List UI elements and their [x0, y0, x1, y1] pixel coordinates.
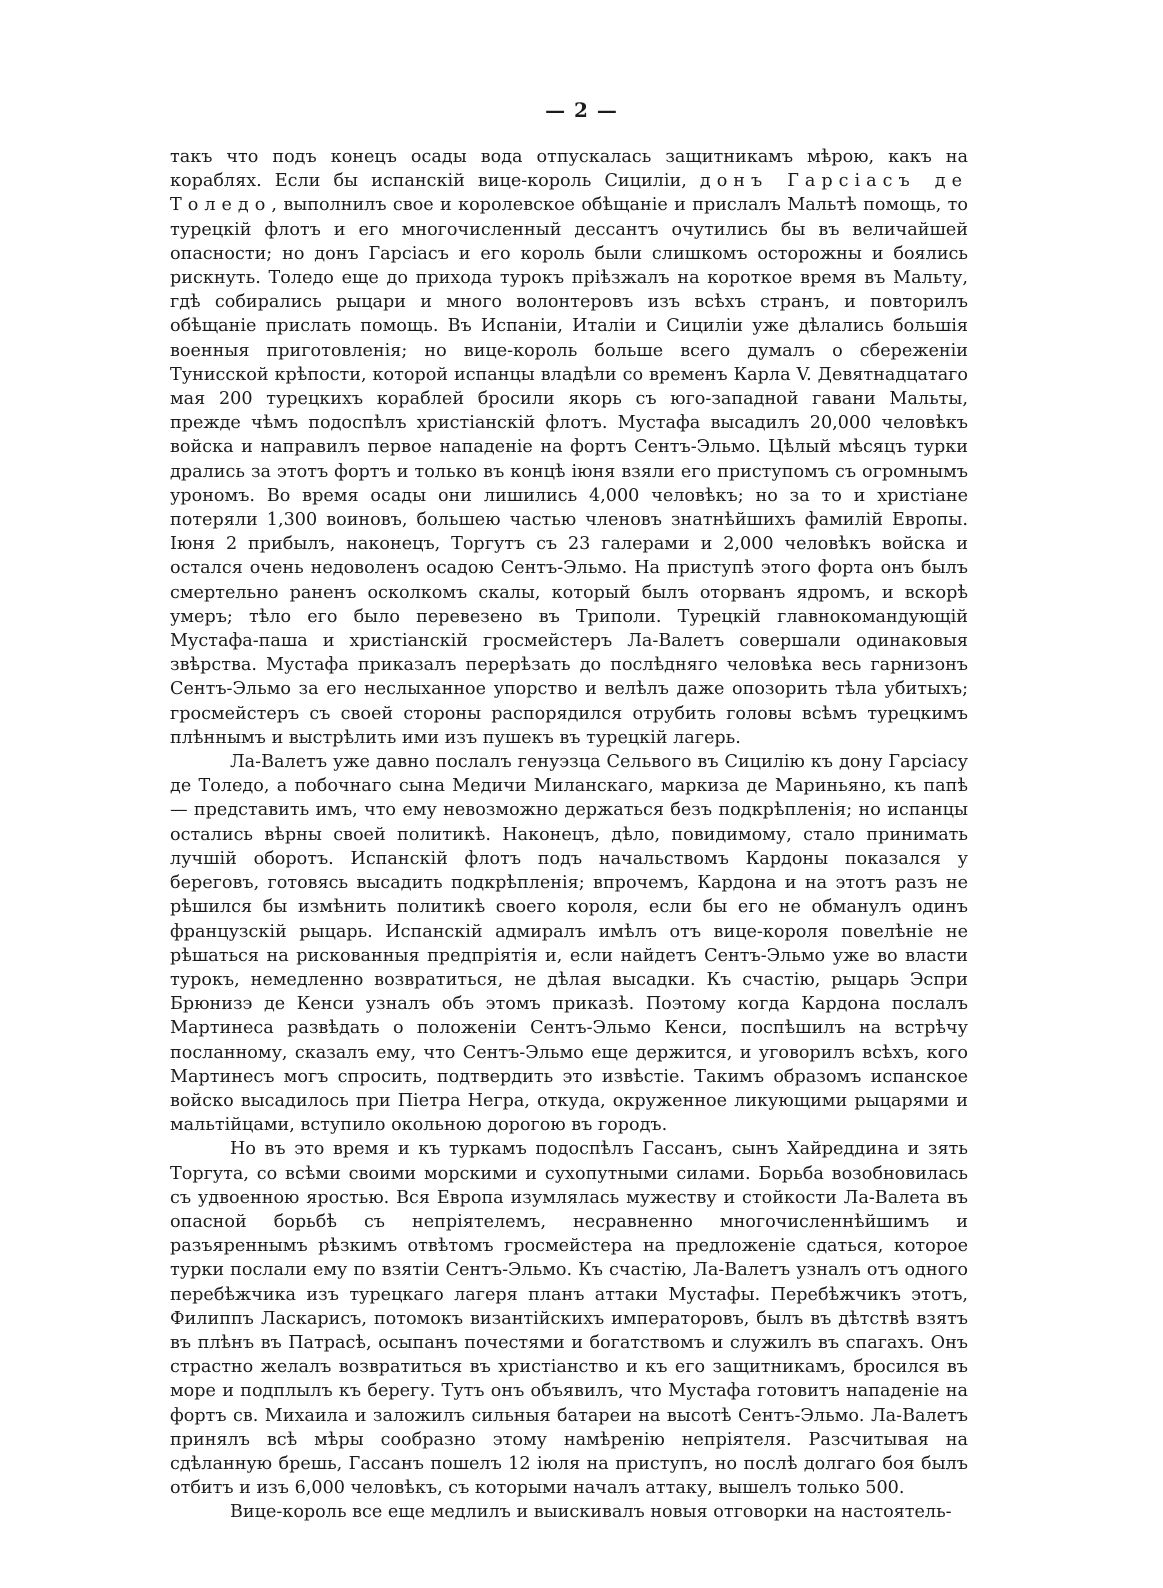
body-text [170, 145, 968, 1525]
spaced-name-text: донъ Гарсіасъ де Толедо [170, 171, 968, 216]
paragraph-text: Ла-Валетъ уже давно послалъ генуэзца Сельвого въ Сицилію къ дону Гарсіасу де Толедо, а побочнаго сына Медичи Миланскаго, маркиза де Мариньяно, къ папѣ — представить имъ, что ему невозможно держаться безъ подкрѣпленія; но испанцы остались вѣрны своей политикѣ. Наконецъ, дѣло, повидимому, стало принимать лучшій оборотъ. Испанскій флотъ подъ начальствомъ Кардоны показался у береговъ, готовясь высадить подкрѣпленія; впрочемъ, Кардона и на этотъ разъ не рѣшился бы измѣнить политикѣ своего короля, если бы его не обманулъ одинъ французскій рыцарь. Испанскій адмиралъ имѣлъ отъ вице-короля повелѣніе не рѣшаться на рискованныя предпріятія и, если найдетъ Сентъ-Эльмо уже во власти турокъ, немедленно возвратиться, не дѣлая высадки. Къ счастію, рыцарь Эспри Брюнизэ де Кенси узналъ объ этомъ приказѣ. Поэтому когда Кардона послалъ Мартинеса развѣдать о положеніи Сентъ-Эльмо Кенси, поспѣшилъ на встрѣчу посланному, сказалъ ему, что Сентъ-Эльмо еще держится, и уговорилъ всѣхъ, кого Мартинесъ могъ спросить, подтвердить это извѣстіе. Такимъ образомъ испанское войско высадилось при Піетра Негра, откуда, окруженное ликующими рыцарями и мальтійцами, вступило окольною дорогою въ городъ. [170, 752, 968, 1136]
paragraph [170, 1500, 968, 1524]
paragraph-text: , выполнилъ свое и королевское обѣщаніе и прислалъ Мальтѣ помощь, то турецкій флотъ и его многочисленный дессантъ очутились бы въ величайшей опасности; но донъ Гарсіасъ и его король были слишкомъ осторожны и боялись рискнуть. Толедо еще до прихода турокъ пріѣзжалъ на короткое время въ Мальту, гдѣ собирались рыцари и много волонтеровъ изъ всѣхъ странъ, и повторилъ обѣщаніе прислать помощь. Въ Испаніи, Италіи и Сициліи уже дѣлались большія военныя приготовленія; но вице-король больше всего думалъ о сбереженіи Тунисской крѣпости, которой испанцы владѣли со временъ Карла V. Девятнадцатаго мая 200 турецкихъ кораблей бросили якорь съ юго-западной гавани Мальты, прежде чѣмъ подоспѣлъ христіанскій флотъ. Мустафа высадилъ 20,000 человѣкъ войска и направилъ первое нападеніе на фортъ Сентъ-Эльмо. Цѣлый мѣсяцъ турки дрались за этотъ фортъ и только въ концѣ іюня взяли его приступомъ съ огромнымъ урономъ. Во время осады они лишились 4,000 человѣкъ; но за то и христіане потеряли 1,300 воиновъ, большею частью членовъ знатнѣйшихъ фамилій Европы. Іюня 2 прибылъ, наконецъ, Торгутъ съ 23 галерами и 2,000 человѣкъ войска и остался очень недоволенъ осадою Сентъ-Эльмо. На приступѣ этого форта онъ былъ смертельно раненъ осколкомъ скалы, который былъ оторванъ ядромъ, и вскорѣ умеръ; тѣло его было перевезено въ Триполи. Турецкій главнокомандующій Мустафа-паша и христіанскій гросмейстеръ Ла-Валетъ совершали одинаковыя звѣрства. Мустафа приказалъ перерѣзать до послѣдняго человѣка весь гарнизонъ Сентъ-Эльмо за его неслыханное упорство и велѣлъ даже опозорить тѣла убитыхъ; гросмейстеръ съ своей стороны распорядился отрубить головы всѣмъ турецкимъ плѣннымъ и выстрѣлить ими изъ пушекъ въ турецкій лагерь. [170, 195, 968, 748]
page-number: — 2 — [545, 98, 618, 122]
paragraph-text: такъ что подъ конецъ осады вода отпускалась защитникамъ мѣрою, какъ на кораблях. Если бы испанскій вице-король Сициліи, [170, 147, 968, 192]
paragraph-text: Вице-король все еще медлилъ и выискивалъ новыя отговорки на настоятель- [230, 1502, 952, 1523]
paragraph [170, 145, 968, 750]
paragraph [170, 1137, 968, 1500]
paragraph [170, 750, 968, 1137]
paragraph-text: Но въ это время и къ туркамъ подоспѣлъ Гассанъ, сынъ Хайреддина и зять Торгута, со всѣми своими морскими и сухопутными силами. Борьба возобновилась съ удвоенною яростью. Вся Европа изумлялась мужеству и стойкости Ла-Валета въ опасной борьбѣ съ непріятелемъ, несравненно многочисленнѣйшимъ и разъяреннымъ рѣзкимъ отвѣтомъ гросмейстера на предложеніе сдаться, которое турки послали ему по взятіи Сентъ-Эльмо. Къ счастію, Ла-Валетъ узналъ отъ одного перебѣжчика изъ турецкаго лагеря планъ аттаки Мустафы. Перебѣжчикъ этотъ, Филиппъ Ласкарисъ, потомокъ византійскихъ императоровъ, былъ въ дѣтствѣ взятъ въ плѣнъ въ Патрасѣ, осыпанъ почестями и богатствомъ и служилъ въ спагахъ. Онъ страстно желалъ возвратиться въ христіанство и къ его защитникамъ, бросился въ море и подплылъ къ берегу. Тутъ онъ объявилъ, что Мустафа готовитъ нападеніе на фортъ св. Михаила и заложилъ сильныя батареи на высотѣ Сентъ-Эльмо. Ла-Валетъ принялъ всѣ мѣры сообразно этому намѣренію непріятеля. Разсчитывая на сдѣланную брешь, Гассанъ пошелъ 12 іюля на приступъ, но послѣ долгаго боя былъ отбитъ и изъ 6,000 человѣкъ, съ которыми началъ аттаку, вышелъ только 500. [170, 1139, 968, 1499]
